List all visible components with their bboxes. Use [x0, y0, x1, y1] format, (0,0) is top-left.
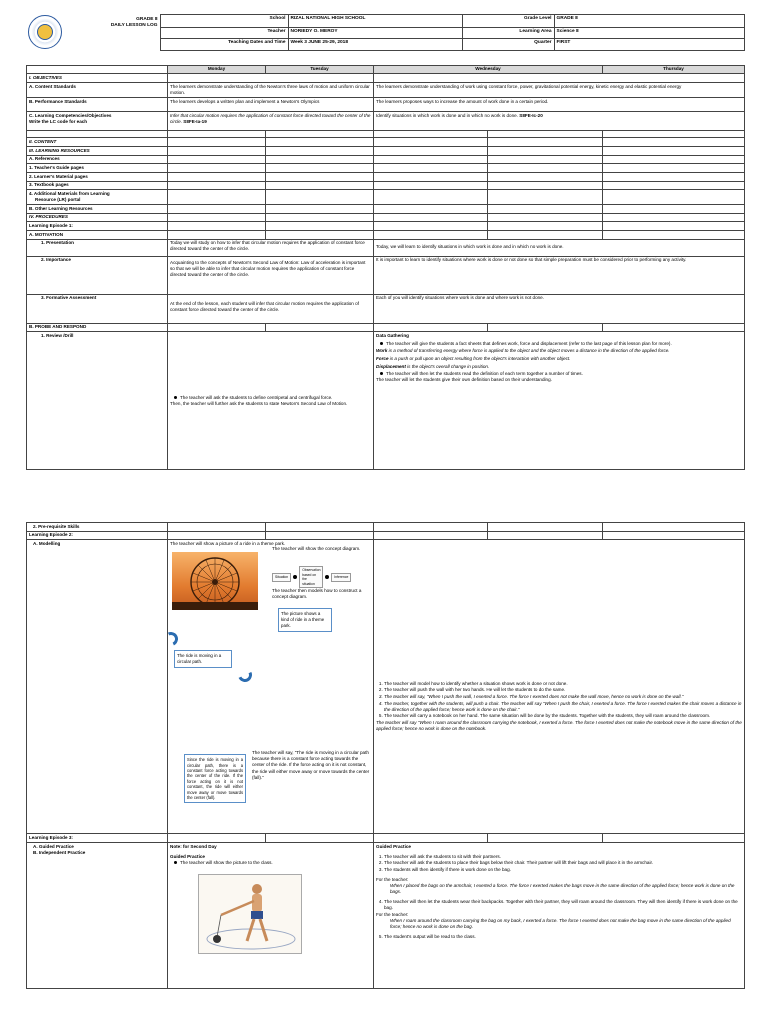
motivation-label: A. MOTIVATION: [27, 230, 168, 239]
data-gathering-title: Data Gathering: [376, 332, 409, 338]
quarter-label: Quarter: [462, 39, 554, 50]
gp-list-3: [376, 934, 742, 940]
content-standards-row: [27, 83, 745, 98]
formative-row: [27, 294, 745, 323]
procedures-title: IV. PROCEDURES: [27, 213, 168, 222]
modelling-mt: [168, 540, 374, 834]
dg-item-3: The teacher will let the students give their own definition based on their understanding.: [376, 377, 552, 383]
header-table: [26, 14, 745, 51]
dg-force-def: is a push or pull upon an object resulting from the object's interaction with another object.: [388, 355, 571, 361]
wf-model-item: 4. The teacher, together with the students, will push a chair. The teacher will say "When I push the chair, I exerted a force. The force I exerted makes the chair moves a distance in the direction of the applied force; hence work is done on the chair.": [384, 701, 742, 713]
arrow-icon: [293, 575, 297, 579]
wf-model-item: 3. The teacher will say, "When I push the wall, I exerted a force. The force I exerted does not make the wall move, hence no work is done on the wall.": [384, 694, 742, 700]
gp-list-2: [376, 899, 742, 911]
circular-arrow-icon: [236, 666, 254, 684]
teacher-say: The teacher will say, "The ride is moving in a circular path because there is a constant force acting towards the center of the ride. If the force acting on it is not constant, the ride will either move away or move towards the center (fall).": [252, 750, 370, 780]
gp-item: 4. The teacher will then let the students wear their backpacks. Together with their partner, they will roam around the classroom. They will then identify if there is work done on the bag.: [384, 899, 742, 911]
flow-situation: Situation: [272, 573, 291, 581]
guided-practice-label: A. Guided Practice: [33, 843, 74, 849]
box-since: Since the ride is moving in a circular path, there is a constant force acting towards the center of the ride. If the force acting on it is not constant, the ride will either move away or move towards the center (fall).: [184, 754, 246, 803]
formative-label: 3. Formative Assessment: [27, 294, 168, 323]
lesson-table-page2: [26, 522, 745, 989]
page-two: [26, 522, 744, 989]
day-thursday: Thursday: [603, 65, 745, 74]
model-intro: The teacher will show a picture of a ride in a theme park.: [170, 541, 286, 547]
lesson-table-page1: [26, 65, 745, 471]
for-teacher-2: For the teacher:: [376, 912, 409, 918]
guided-title: Guided Practice: [170, 853, 205, 859]
presentation-row: [27, 239, 745, 256]
objectives-title: I. OBJECTIVES: [27, 74, 168, 83]
dg-force-term: Force: [376, 355, 389, 361]
content-title: II. CONTENT: [27, 138, 168, 147]
teachers-guide-label: 1. Teacher's Guide pages: [27, 164, 168, 173]
textbook-label: 3. Textbook pages: [27, 181, 168, 190]
content-standards-mt: The learners demonstrate understanding of the Newton's three laws of motion and uniform circular motion.: [168, 83, 374, 98]
additional-materials-2: Resource (LR) portal: [35, 197, 81, 203]
flow-observation: Observation based on the situation: [299, 566, 323, 588]
teacher-label: Teacher: [160, 27, 288, 38]
importance-row: [27, 256, 745, 294]
content-standards-label: A. Content Standards: [27, 83, 168, 98]
note-second-day: Note: for Second Day: [170, 843, 217, 849]
day-wednesday: Wednesday: [374, 65, 603, 74]
grade-level-value: GRADE 8: [554, 15, 744, 28]
independent-practice-label: B. Independent Practice: [33, 849, 86, 855]
wf-model-item: 5. The teacher will carry a notebook on her hand. The same situation will be done by the students. Together with the students, they will roam around the classroom.: [384, 713, 742, 719]
competencies-label-2: Write the LC code for each: [29, 119, 88, 125]
performance-label: B. Performance Standards: [27, 98, 168, 112]
competencies-mt-text: Infer that circular motion requires the application of constant force directed toward the center of the circle.: [170, 113, 371, 125]
gp-list-1: [376, 854, 742, 873]
probe-label: B. PROBE AND RESPOND: [27, 323, 168, 332]
dg-item-1: The teacher will give the students a fact sheets that defines work, force and displacement (refer to the last page of this lesson plan for more).: [386, 340, 672, 346]
dg-disp-def: is the object's overall change in position.: [405, 363, 490, 369]
competencies-mt: [168, 112, 374, 131]
dates-value: Week 3 JUNE 25-29, 2018: [288, 39, 462, 50]
review-mt-1: The teacher will ask the students to define centripetal and centrifugal force.: [180, 394, 333, 400]
for-teacher: For the teacher:: [376, 877, 409, 883]
dg-disp-term: Displacement: [376, 363, 406, 369]
review-mt-2: Then, the teacher will further ask the students to state Newton's Second Law of Motion.: [170, 400, 348, 406]
circular-arrow-icon: [168, 630, 180, 648]
competencies-wf: [374, 112, 745, 131]
modelling-label: A. Modelling: [27, 540, 168, 834]
modelling-row: [27, 540, 745, 834]
quarter-value: FIRST: [554, 39, 744, 50]
prereq-label: 2. Pre-requisite Skills: [27, 523, 168, 532]
bullet-icon: [380, 372, 383, 375]
bullet-icon: [174, 396, 177, 399]
grade-label: GRADE 8: [136, 16, 158, 22]
gp-title: Guided Practice: [376, 843, 411, 849]
day-tuesday: Tuesday: [266, 65, 374, 74]
day-monday: Monday: [168, 65, 266, 74]
dg-work-term: Work: [376, 348, 388, 354]
presentation-wf: Today, we will learn to identify situations in which work is done and in which no work is done.: [374, 239, 745, 256]
ft-2: When I roam around the classroom carrying the bag on my back, I exerted a force. The force I exerted does not make the bag move in the same direction of the applied force; hence no work is done on the bag.: [390, 918, 731, 930]
resources-title: III. LEARNING RESOURCES: [27, 146, 168, 155]
review-label: 1. Review /Drill: [27, 332, 168, 470]
presentation-label: 1. Presentation: [27, 239, 168, 256]
box-ride: The ride is moving in a circular path.: [174, 650, 232, 668]
modelling-wf: [374, 540, 745, 834]
dg-item-2: The teacher will then let the students read the definition of each term together a number of times.: [386, 371, 583, 377]
importance-mt: Acquainting to the concepts of Newton's Second Law of Motion: Law of acceleration is important so that we will be able to infer that circular motion requires the application of constant force directed toward the center of the circle.: [168, 256, 374, 294]
competencies-label-1: C. Learning Competencies/Objectives: [29, 113, 112, 119]
ferris-wheel-image: [172, 552, 258, 610]
learners-material-label: 2. Learner's Material pages: [27, 172, 168, 181]
bullet-icon: [174, 861, 177, 864]
gp-item: 3. The students will then identify if there is work done on the bag.: [384, 867, 742, 873]
practice-wf: [374, 842, 745, 988]
competencies-wf-code: S8FE-Ic-20: [519, 113, 543, 119]
ferris-wheel-icon: [172, 552, 258, 610]
importance-label: 2. Importance: [27, 256, 168, 294]
grade-level-label: Grade Level: [462, 15, 554, 28]
dll-title: [62, 15, 160, 51]
deped-seal-cell: [26, 15, 62, 51]
competencies-wf-text: Identify situations in which work is done and in which no work is done.: [376, 113, 518, 119]
wf-model-item: 1. The teacher will model how to identify whether a situation shows work is done or not done.: [384, 681, 742, 687]
bullet-icon: [380, 342, 383, 345]
wf-model-list: [376, 681, 742, 720]
days-header-row: [27, 65, 745, 74]
practice-mt: [168, 842, 374, 988]
flow-inference: Inference: [331, 573, 351, 581]
review-row: [27, 332, 745, 470]
guided-mt: The teacher will show the picture to the class.: [180, 859, 273, 865]
dates-label: Teaching Dates and Time: [160, 39, 288, 50]
episode1-label: Learning Episode 1:: [27, 222, 168, 231]
practice-row: [27, 842, 745, 988]
competencies-label: [27, 112, 168, 131]
learning-area-label: Learning Area: [462, 27, 554, 38]
performance-wf: The learners proposes ways to increase the amount of work done in a certain period.: [374, 98, 745, 112]
learning-area-value: Science 8: [554, 27, 744, 38]
additional-materials-label: [27, 190, 168, 205]
references-label: A. References: [27, 155, 168, 164]
formative-wf: Each of you will identify situations where work is done and where work is not done.: [374, 294, 745, 323]
teacher-value: NORIEDY O. MEROY: [288, 27, 462, 38]
practice-labels: [27, 842, 168, 988]
model-construct: The teacher then models how to construct a concept diagram.: [272, 588, 362, 600]
performance-mt: The learners develops a written plan and implement a Newton's Olympics: [168, 98, 374, 112]
performance-row: [27, 98, 745, 112]
page-one: [26, 14, 744, 470]
hammer-throw-icon: [199, 875, 303, 955]
competencies-mt-code: S8FE-Ia-19: [183, 119, 207, 125]
deped-seal-logo: [28, 15, 62, 49]
model-concept: The teacher will show the concept diagram.: [272, 546, 361, 552]
additional-materials-1: 4. Additional Materials from Learning: [29, 190, 110, 196]
wf-model-end: The teacher will say "When I roam around the classroom carrying the notebook, I exerted a force. The force I exerted does not make the notebook move in the same direction of the applied force; hence no work is done on the notebook.: [376, 720, 742, 732]
gp-item: 5. The student's output will be read to the class.: [384, 934, 742, 940]
wf-model-item: 2. The teacher will push the wall with her two hands. He will let the students to do the same.: [384, 687, 742, 693]
data-gathering-cell: [374, 332, 745, 470]
concept-diagram: [272, 566, 351, 588]
content-standards-wf: The learners demonstrate understanding of work using constant force, power, gravitational potential energy, kinetic energy and elastic potential energy: [374, 83, 745, 98]
dll-label: DAILY LESSON LOG: [110, 22, 158, 28]
arrow-icon: [325, 575, 329, 579]
ft-1: When I placed the bags on the armchair, I exerted a force. The force I exerted makes the bags move in the same direction of the applied force; hence work is done on the bags.: [390, 883, 735, 895]
formative-mt: At the end of the lesson, each student will infer that circular motion requires the application of constant force directed toward the center of the circle.: [168, 294, 374, 323]
hammer-throw-image: [198, 874, 302, 954]
gp-item: 2. The teacher will ask the students to place their bags below their chair. Their partner will lift their bags and will place it in the armchair.: [384, 860, 742, 866]
presentation-mt: Today we will study on how to infer that circular motion requires the application of constant force directed toward the center of the circle.: [168, 239, 374, 256]
episode2-label: Learning Episode 2:: [27, 531, 168, 540]
competencies-row: [27, 112, 745, 131]
box-picture: The picture shows a kind of ride in a theme park.: [278, 608, 332, 631]
dg-work-def: is a method of transferring energy where force is applied to the object and the object moves a distance in the direction of the applied force.: [387, 348, 670, 354]
importance-wf: It is important to learn to identify situations where work is done or not done so that simple preparation must be considered prior to performing any activity.: [374, 256, 745, 294]
days-header-blank: [27, 65, 168, 74]
review-mt: [168, 332, 374, 470]
other-resources-label: B. Other Learning Resources: [27, 204, 168, 213]
gp-item: 1. The teacher will ask the students to sit with their partners.: [384, 854, 742, 860]
school-label: School: [160, 15, 288, 28]
episode3-label: Learning Episode 3:: [27, 834, 168, 843]
school-value: RIZAL NATIONAL HIGH SCHOOL: [288, 15, 462, 28]
